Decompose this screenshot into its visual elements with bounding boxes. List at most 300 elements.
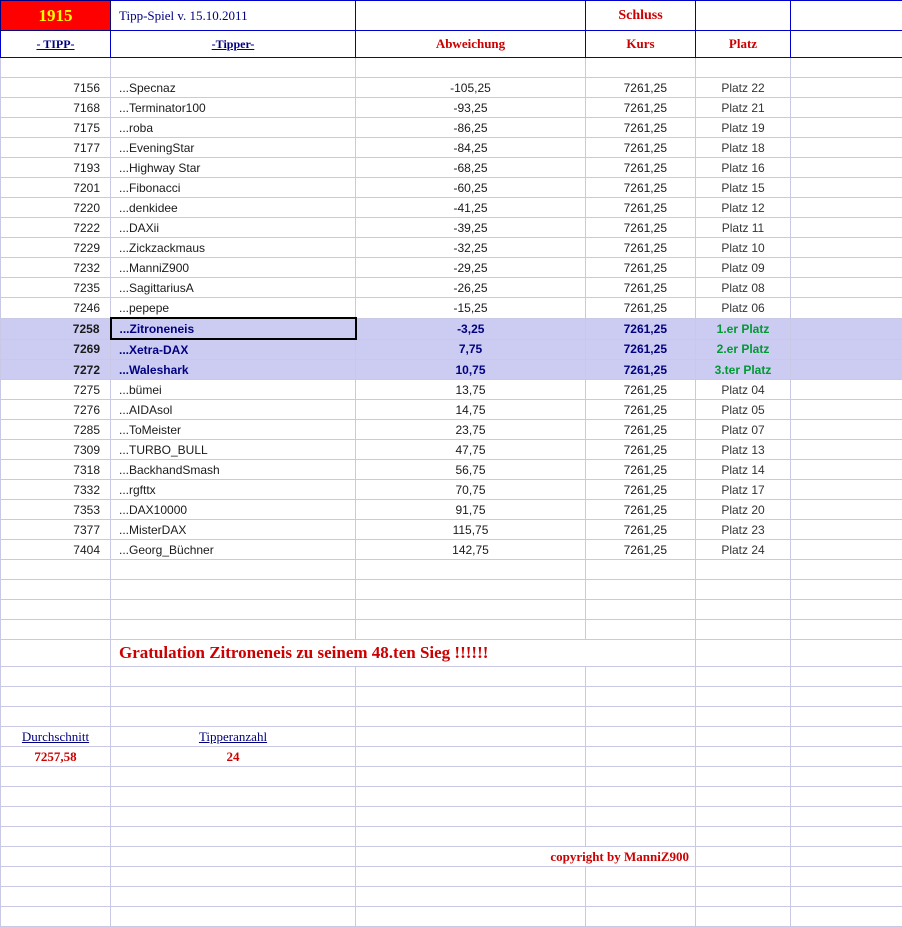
table-row (1, 198, 902, 218)
cell-tipper: ...bümei (111, 380, 356, 400)
blank-cell (696, 827, 791, 847)
cell-abweichung: 70,75 (356, 480, 586, 500)
blank-cell (586, 827, 696, 847)
blank-cell (111, 827, 356, 847)
cell-tipp: 7156 (1, 78, 111, 98)
table-row (1, 78, 902, 98)
cell-abweichung: -41,25 (356, 198, 586, 218)
table-row (1, 440, 902, 460)
blank-cell (696, 620, 791, 640)
cell-platz: Platz 07 (696, 420, 791, 440)
blank-row (1, 560, 902, 580)
cell-tipper: ...TURBO_BULL (111, 440, 356, 460)
cell-platz: Platz 09 (696, 258, 791, 278)
spacer-cell (111, 58, 356, 78)
blank-cell (791, 847, 902, 867)
spacer-cell (586, 58, 696, 78)
blank-cell (696, 847, 791, 867)
blank-cell (1, 580, 111, 600)
table-row (1, 118, 902, 138)
spacer-row (1, 58, 902, 78)
cell-trailing (791, 520, 902, 540)
cell-tipp: 7404 (1, 540, 111, 560)
table-row (1, 298, 902, 319)
cell-platz: Platz 05 (696, 400, 791, 420)
footer-label-row (1, 727, 902, 747)
cell-platz: 3.ter Platz (696, 360, 791, 380)
blank-cell (791, 827, 902, 847)
blank-cell (696, 707, 791, 727)
header-spacer-cell-4 (791, 31, 902, 58)
cell-trailing (791, 218, 902, 238)
cell-tipper: ...ToMeister (111, 420, 356, 440)
blank-row (1, 767, 902, 787)
copyright-text: copyright by ManniZ900 (356, 847, 696, 867)
column-header-tipp: - TIPP- (1, 31, 111, 58)
table-row (1, 480, 902, 500)
cell-platz: Platz 19 (696, 118, 791, 138)
cell-tipp: 7235 (1, 278, 111, 298)
cell-platz: Platz 23 (696, 520, 791, 540)
blank-cell (1, 847, 111, 867)
cell-abweichung: -68,25 (356, 158, 586, 178)
blank-cell (1, 620, 111, 640)
blank-cell (696, 727, 791, 747)
blank-cell (586, 667, 696, 687)
cell-tipp: 7175 (1, 118, 111, 138)
cell-abweichung: 14,75 (356, 400, 586, 420)
blank-cell (1, 687, 111, 707)
cell-tipp: 7275 (1, 380, 111, 400)
blank-cell (586, 867, 696, 887)
game-title-cell: Tipp-Spiel v. 15.10.2011 (111, 1, 356, 31)
blank-cell (1, 907, 111, 927)
cell-kurs: 7261,25 (586, 520, 696, 540)
blank-cell (111, 887, 356, 907)
cell-tipper: ...pepepe (111, 298, 356, 319)
blank-cell (791, 560, 902, 580)
blank-cell (356, 747, 586, 767)
blank-cell (1, 640, 111, 667)
table-row (1, 318, 902, 339)
blank-cell (586, 560, 696, 580)
header-row (1, 1, 902, 31)
cell-kurs: 7261,25 (586, 278, 696, 298)
cell-kurs: 7261,25 (586, 118, 696, 138)
cell-tipp: 7309 (1, 440, 111, 460)
blank-row (1, 687, 902, 707)
table-row (1, 420, 902, 440)
table-row (1, 278, 902, 298)
blank-cell (696, 667, 791, 687)
cell-platz: Platz 04 (696, 380, 791, 400)
cell-trailing (791, 360, 902, 380)
blank-cell (586, 767, 696, 787)
blank-cell (791, 667, 902, 687)
blank-row (1, 620, 902, 640)
table-row (1, 400, 902, 420)
cell-abweichung: 142,75 (356, 540, 586, 560)
cell-tipp: 7201 (1, 178, 111, 198)
cell-abweichung: 91,75 (356, 500, 586, 520)
blank-cell (696, 560, 791, 580)
cell-tipper: ...MisterDAX (111, 520, 356, 540)
cell-kurs: 7261,25 (586, 258, 696, 278)
spacer-cell (696, 58, 791, 78)
cell-tipp: 7229 (1, 238, 111, 258)
cell-tipper: ...rgfttx (111, 480, 356, 500)
round-number-cell: 1915 (1, 1, 111, 31)
table-row (1, 460, 902, 480)
blank-cell (1, 887, 111, 907)
cell-tipper: ...Zitroneneis (111, 318, 356, 339)
cell-kurs: 7261,25 (586, 178, 696, 198)
blank-cell (1, 707, 111, 727)
table-row (1, 158, 902, 178)
blank-row (1, 867, 902, 887)
spacer-cell (791, 58, 902, 78)
table-body (1, 1, 902, 927)
table-row (1, 339, 902, 360)
table-row (1, 360, 902, 380)
cell-platz: Platz 18 (696, 138, 791, 158)
cell-kurs: 7261,25 (586, 339, 696, 360)
cell-kurs: 7261,25 (586, 360, 696, 380)
blank-cell (1, 560, 111, 580)
blank-cell (696, 687, 791, 707)
cell-platz: Platz 10 (696, 238, 791, 258)
cell-tipper: ...BackhandSmash (111, 460, 356, 480)
cell-tipp: 7269 (1, 339, 111, 360)
blank-cell (111, 620, 356, 640)
cell-trailing (791, 198, 902, 218)
blank-cell (791, 580, 902, 600)
blank-cell (791, 687, 902, 707)
cell-tipp: 7232 (1, 258, 111, 278)
cell-kurs: 7261,25 (586, 238, 696, 258)
table-row (1, 380, 902, 400)
blank-cell (356, 687, 586, 707)
blank-cell (791, 787, 902, 807)
cell-trailing (791, 480, 902, 500)
blank-cell (586, 727, 696, 747)
blank-row (1, 667, 902, 687)
blank-cell (111, 787, 356, 807)
column-header-kurs: Kurs (586, 31, 696, 58)
schluss-label-cell: Schluss (586, 1, 696, 31)
cell-tipper: ...DAXii (111, 218, 356, 238)
cell-trailing (791, 339, 902, 360)
blank-cell (356, 620, 586, 640)
blank-cell (111, 847, 356, 867)
blank-cell (791, 767, 902, 787)
cell-trailing (791, 318, 902, 339)
cell-kurs: 7261,25 (586, 420, 696, 440)
column-header-row (1, 31, 902, 58)
blank-cell (696, 867, 791, 887)
blank-cell (586, 580, 696, 600)
blank-cell (111, 867, 356, 887)
cell-kurs: 7261,25 (586, 138, 696, 158)
cell-platz: Platz 24 (696, 540, 791, 560)
blank-cell (356, 727, 586, 747)
blank-cell (696, 600, 791, 620)
spacer-cell (356, 58, 586, 78)
cell-tipper: ...Fibonacci (111, 178, 356, 198)
cell-kurs: 7261,25 (586, 318, 696, 339)
cell-abweichung: -29,25 (356, 258, 586, 278)
blank-cell (356, 580, 586, 600)
blank-cell (356, 707, 586, 727)
column-header-tipper: -Tipper- (111, 31, 356, 58)
blank-cell (696, 787, 791, 807)
blank-row (1, 887, 902, 907)
blank-cell (111, 560, 356, 580)
blank-cell (1, 767, 111, 787)
cell-platz: Platz 22 (696, 78, 791, 98)
blank-cell (356, 887, 586, 907)
cell-abweichung: -32,25 (356, 238, 586, 258)
cell-tipper: ...DAX10000 (111, 500, 356, 520)
cell-tipper: ...Highway Star (111, 158, 356, 178)
cell-tipper: ...Georg_Büchner (111, 540, 356, 560)
table-row (1, 540, 902, 560)
cell-kurs: 7261,25 (586, 198, 696, 218)
blank-cell (791, 620, 902, 640)
blank-cell (111, 687, 356, 707)
cell-tipper: ...AIDAsol (111, 400, 356, 420)
cell-kurs: 7261,25 (586, 400, 696, 420)
durchschnitt-value: 7257,58 (1, 747, 111, 767)
blank-cell (1, 867, 111, 887)
blank-cell (356, 907, 586, 927)
blank-cell (586, 907, 696, 927)
blank-cell (791, 907, 902, 927)
blank-cell (586, 600, 696, 620)
cell-abweichung: 23,75 (356, 420, 586, 440)
blank-cell (356, 867, 586, 887)
cell-tipp: 7168 (1, 98, 111, 118)
tipperanzahl-label: Tipperanzahl (111, 727, 356, 747)
cell-platz: Platz 12 (696, 198, 791, 218)
blank-cell (696, 747, 791, 767)
cell-tipper: ...EveningStar (111, 138, 356, 158)
tipperanzahl-value: 24 (111, 747, 356, 767)
cell-trailing (791, 138, 902, 158)
blank-cell (111, 580, 356, 600)
cell-kurs: 7261,25 (586, 540, 696, 560)
cell-trailing (791, 258, 902, 278)
column-header-platz: Platz (696, 31, 791, 58)
footer-value-row (1, 747, 902, 767)
blank-cell (356, 560, 586, 580)
cell-trailing (791, 278, 902, 298)
cell-tipp: 7222 (1, 218, 111, 238)
cell-trailing (791, 238, 902, 258)
congratulation-row (1, 640, 902, 667)
cell-kurs: 7261,25 (586, 440, 696, 460)
column-header-abweichung: Abweichung (356, 31, 586, 58)
blank-cell (111, 767, 356, 787)
cell-abweichung: -15,25 (356, 298, 586, 319)
cell-tipper: ...Xetra-DAX (111, 339, 356, 360)
blank-cell (586, 747, 696, 767)
cell-tipper: ...SagittariusA (111, 278, 356, 298)
cell-platz: Platz 13 (696, 440, 791, 460)
blank-cell (791, 600, 902, 620)
blank-cell (111, 600, 356, 620)
cell-tipp: 7276 (1, 400, 111, 420)
blank-cell (111, 907, 356, 927)
blank-cell (1, 600, 111, 620)
blank-cell (356, 787, 586, 807)
blank-cell (696, 767, 791, 787)
cell-abweichung: -60,25 (356, 178, 586, 198)
blank-cell (356, 600, 586, 620)
table-row (1, 98, 902, 118)
blank-cell (696, 887, 791, 907)
cell-trailing (791, 500, 902, 520)
blank-row (1, 707, 902, 727)
cell-trailing (791, 118, 902, 138)
cell-kurs: 7261,25 (586, 158, 696, 178)
blank-row (1, 580, 902, 600)
blank-cell (111, 707, 356, 727)
cell-tipper: ...Zickzackmaus (111, 238, 356, 258)
cell-platz: Platz 21 (696, 98, 791, 118)
cell-abweichung: 13,75 (356, 380, 586, 400)
cell-tipp: 7332 (1, 480, 111, 500)
cell-kurs: 7261,25 (586, 460, 696, 480)
cell-kurs: 7261,25 (586, 78, 696, 98)
cell-abweichung: -105,25 (356, 78, 586, 98)
cell-kurs: 7261,25 (586, 480, 696, 500)
cell-tipp: 7318 (1, 460, 111, 480)
cell-kurs: 7261,25 (586, 218, 696, 238)
cell-tipper: ...ManniZ900 (111, 258, 356, 278)
blank-cell (791, 707, 902, 727)
cell-trailing (791, 460, 902, 480)
cell-abweichung: -3,25 (356, 318, 586, 339)
blank-cell (696, 580, 791, 600)
cell-tipp: 7193 (1, 158, 111, 178)
blank-cell (791, 640, 902, 667)
cell-trailing (791, 380, 902, 400)
blank-cell (696, 640, 791, 667)
blank-cell (586, 687, 696, 707)
cell-tipp: 7377 (1, 520, 111, 540)
cell-trailing (791, 98, 902, 118)
blank-cell (586, 707, 696, 727)
copyright-row (1, 847, 902, 867)
blank-cell (791, 727, 902, 747)
cell-tipper: ...Terminator100 (111, 98, 356, 118)
cell-tipper: ...Waleshark (111, 360, 356, 380)
cell-tipp: 7272 (1, 360, 111, 380)
cell-abweichung: -39,25 (356, 218, 586, 238)
cell-trailing (791, 78, 902, 98)
cell-tipper: ...roba (111, 118, 356, 138)
cell-abweichung: -84,25 (356, 138, 586, 158)
blank-cell (791, 747, 902, 767)
cell-platz: Platz 06 (696, 298, 791, 319)
table-row (1, 218, 902, 238)
cell-tipper: ...Specnaz (111, 78, 356, 98)
cell-platz: Platz 16 (696, 158, 791, 178)
table-row (1, 258, 902, 278)
cell-kurs: 7261,25 (586, 98, 696, 118)
blank-cell (356, 667, 586, 687)
cell-kurs: 7261,25 (586, 500, 696, 520)
table-row (1, 138, 902, 158)
blank-cell (1, 787, 111, 807)
spacer-cell (1, 58, 111, 78)
cell-trailing (791, 158, 902, 178)
cell-platz: Platz 17 (696, 480, 791, 500)
cell-platz: Platz 20 (696, 500, 791, 520)
blank-cell (791, 887, 902, 907)
blank-cell (586, 887, 696, 907)
table-row (1, 178, 902, 198)
cell-trailing (791, 178, 902, 198)
blank-cell (356, 767, 586, 787)
cell-kurs: 7261,25 (586, 380, 696, 400)
blank-cell (356, 827, 586, 847)
cell-platz: Platz 15 (696, 178, 791, 198)
header-spacer-cell-3 (791, 1, 902, 31)
cell-kurs: 7261,25 (586, 298, 696, 319)
cell-trailing (791, 400, 902, 420)
cell-tipp: 7177 (1, 138, 111, 158)
blank-cell (586, 787, 696, 807)
table-row (1, 238, 902, 258)
blank-row (1, 907, 902, 927)
cell-tipper: ...denkidee (111, 198, 356, 218)
cell-tipp: 7258 (1, 318, 111, 339)
cell-tipp: 7285 (1, 420, 111, 440)
blank-cell (586, 620, 696, 640)
cell-tipp: 7353 (1, 500, 111, 520)
cell-trailing (791, 420, 902, 440)
congratulation-text: Gratulation Zitroneneis zu seinem 48.ten Sieg !!!!!! (111, 640, 696, 667)
cell-platz: Platz 08 (696, 278, 791, 298)
cell-trailing (791, 540, 902, 560)
cell-abweichung: 56,75 (356, 460, 586, 480)
cell-platz: 1.er Platz (696, 318, 791, 339)
durchschnitt-label: Durchschnitt (1, 727, 111, 747)
cell-abweichung: 10,75 (356, 360, 586, 380)
blank-row (1, 787, 902, 807)
blank-cell (791, 867, 902, 887)
blank-row (1, 827, 902, 847)
blank-cell (1, 667, 111, 687)
cell-trailing (791, 298, 902, 319)
cell-platz: 2.er Platz (696, 339, 791, 360)
header-spacer-cell (356, 1, 586, 31)
cell-abweichung: -86,25 (356, 118, 586, 138)
cell-abweichung: 115,75 (356, 520, 586, 540)
cell-abweichung: 7,75 (356, 339, 586, 360)
cell-tipp: 7246 (1, 298, 111, 319)
header-spacer-cell-2 (696, 1, 791, 31)
cell-platz: Platz 11 (696, 218, 791, 238)
cell-abweichung: -26,25 (356, 278, 586, 298)
cell-platz: Platz 14 (696, 460, 791, 480)
cell-abweichung: 47,75 (356, 440, 586, 460)
cell-abweichung: -93,25 (356, 98, 586, 118)
cell-tipp: 7220 (1, 198, 111, 218)
table-row (1, 520, 902, 540)
